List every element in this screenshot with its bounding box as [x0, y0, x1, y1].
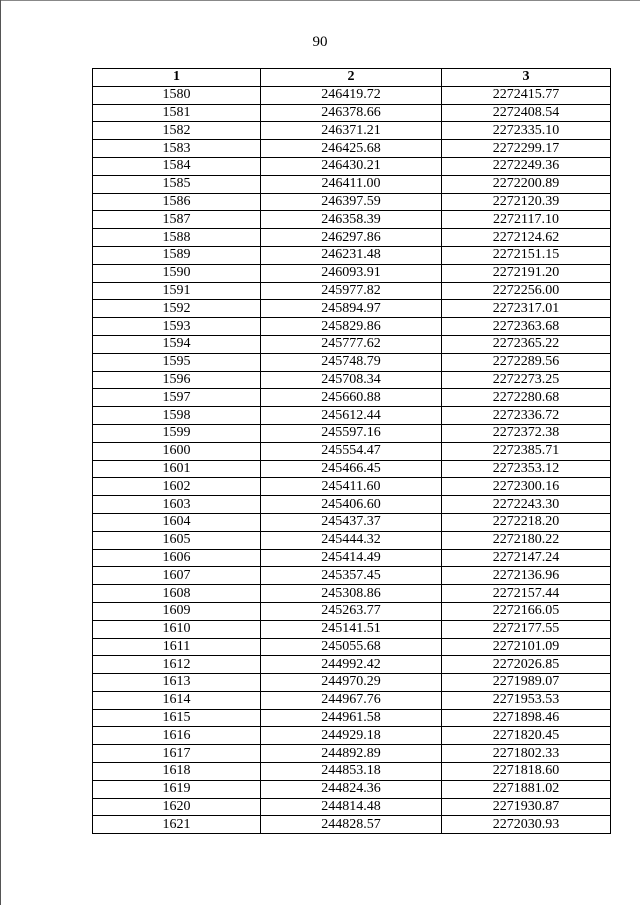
x-coordinate-cell: 244929.18 [261, 727, 442, 745]
table-row [93, 602, 611, 620]
x-coordinate-cell: 244892.89 [261, 745, 442, 763]
table-row [93, 798, 611, 816]
y-coordinate-cell: 2272415.77 [442, 86, 611, 104]
table-row [93, 709, 611, 727]
y-coordinate-cell: 2271953.53 [442, 691, 611, 709]
x-coordinate-cell: 245055.68 [261, 638, 442, 656]
x-coordinate-cell: 246419.72 [261, 86, 442, 104]
x-coordinate-cell: 244992.42 [261, 656, 442, 674]
x-coordinate-cell: 245406.60 [261, 496, 442, 514]
x-coordinate-cell: 244970.29 [261, 674, 442, 692]
x-coordinate-cell: 245444.32 [261, 531, 442, 549]
table-row [93, 460, 611, 478]
y-coordinate-cell: 2272408.54 [442, 104, 611, 122]
x-coordinate-cell: 245829.86 [261, 318, 442, 336]
x-coordinate-cell: 246425.68 [261, 140, 442, 158]
x-coordinate-cell: 245894.97 [261, 300, 442, 318]
x-coordinate-cell: 245777.62 [261, 335, 442, 353]
table-body [93, 86, 611, 833]
y-coordinate-cell: 2272300.16 [442, 478, 611, 496]
table-row [93, 585, 611, 603]
x-coordinate-cell: 245708.34 [261, 371, 442, 389]
x-coordinate-cell: 245308.86 [261, 585, 442, 603]
point-number-cell: 1589 [93, 246, 261, 264]
table-row [93, 282, 611, 300]
point-number-cell: 1618 [93, 763, 261, 781]
y-coordinate-cell: 2272256.00 [442, 282, 611, 300]
point-number-cell: 1613 [93, 674, 261, 692]
table-row [93, 478, 611, 496]
table-row [93, 513, 611, 531]
y-coordinate-cell: 2272101.09 [442, 638, 611, 656]
x-coordinate-cell: 246358.39 [261, 211, 442, 229]
point-number-cell: 1610 [93, 620, 261, 638]
y-coordinate-cell: 2272136.96 [442, 567, 611, 585]
table-row [93, 691, 611, 709]
y-coordinate-cell: 2271898.46 [442, 709, 611, 727]
point-number-cell: 1617 [93, 745, 261, 763]
x-coordinate-cell: 244828.57 [261, 816, 442, 834]
point-number-cell: 1594 [93, 335, 261, 353]
point-number-cell: 1596 [93, 371, 261, 389]
point-number-cell: 1598 [93, 407, 261, 425]
point-number-cell: 1601 [93, 460, 261, 478]
x-coordinate-cell: 245597.16 [261, 424, 442, 442]
point-number-cell: 1612 [93, 656, 261, 674]
x-coordinate-cell: 244824.36 [261, 780, 442, 798]
point-number-cell: 1611 [93, 638, 261, 656]
point-number-cell: 1581 [93, 104, 261, 122]
x-coordinate-cell: 245263.77 [261, 602, 442, 620]
point-number-cell: 1584 [93, 157, 261, 175]
table-row [93, 389, 611, 407]
table-row [93, 229, 611, 247]
point-number-cell: 1615 [93, 709, 261, 727]
y-coordinate-cell: 2272372.38 [442, 424, 611, 442]
table-row [93, 104, 611, 122]
y-coordinate-cell: 2271989.07 [442, 674, 611, 692]
point-number-cell: 1592 [93, 300, 261, 318]
table-row [93, 763, 611, 781]
y-coordinate-cell: 2272289.56 [442, 353, 611, 371]
table-row [93, 246, 611, 264]
table-row [93, 549, 611, 567]
point-number-cell: 1583 [93, 140, 261, 158]
point-number-cell: 1593 [93, 318, 261, 336]
point-number-cell: 1587 [93, 211, 261, 229]
x-coordinate-cell: 244967.76 [261, 691, 442, 709]
y-coordinate-cell: 2272166.05 [442, 602, 611, 620]
y-coordinate-cell: 2272177.55 [442, 620, 611, 638]
table-row [93, 407, 611, 425]
y-coordinate-cell: 2272353.12 [442, 460, 611, 478]
y-coordinate-cell: 2271930.87 [442, 798, 611, 816]
table-row [93, 496, 611, 514]
table-row [93, 371, 611, 389]
scan-left-edge [0, 0, 1, 905]
x-coordinate-cell: 245554.47 [261, 442, 442, 460]
y-coordinate-cell: 2272124.62 [442, 229, 611, 247]
page-number: 90 [312, 34, 328, 50]
y-coordinate-cell: 2272120.39 [442, 193, 611, 211]
table-row [93, 620, 611, 638]
point-number-cell: 1608 [93, 585, 261, 603]
x-coordinate-cell: 244853.18 [261, 763, 442, 781]
y-coordinate-cell: 2271818.60 [442, 763, 611, 781]
y-coordinate-cell: 2272026.85 [442, 656, 611, 674]
point-number-cell: 1619 [93, 780, 261, 798]
point-number-cell: 1609 [93, 602, 261, 620]
point-number-cell: 1602 [93, 478, 261, 496]
y-coordinate-cell: 2272200.89 [442, 175, 611, 193]
column-header-point-number: 1 [93, 69, 261, 87]
point-number-cell: 1597 [93, 389, 261, 407]
point-number-cell: 1603 [93, 496, 261, 514]
y-coordinate-cell: 2272336.72 [442, 407, 611, 425]
x-coordinate-cell: 245660.88 [261, 389, 442, 407]
y-coordinate-cell: 2272243.30 [442, 496, 611, 514]
point-number-cell: 1620 [93, 798, 261, 816]
table-row [93, 727, 611, 745]
table-row [93, 780, 611, 798]
point-number-cell: 1621 [93, 816, 261, 834]
y-coordinate-cell: 2272117.10 [442, 211, 611, 229]
x-coordinate-cell: 245466.45 [261, 460, 442, 478]
y-coordinate-cell: 2272180.22 [442, 531, 611, 549]
point-number-cell: 1580 [93, 86, 261, 104]
x-coordinate-cell: 246371.21 [261, 122, 442, 140]
point-number-cell: 1599 [93, 424, 261, 442]
point-number-cell: 1588 [93, 229, 261, 247]
x-coordinate-cell: 245437.37 [261, 513, 442, 531]
x-coordinate-cell: 245748.79 [261, 353, 442, 371]
point-number-cell: 1600 [93, 442, 261, 460]
table-row [93, 318, 611, 336]
table-row [93, 567, 611, 585]
x-coordinate-cell: 246430.21 [261, 157, 442, 175]
point-number-cell: 1614 [93, 691, 261, 709]
x-coordinate-cell: 244961.58 [261, 709, 442, 727]
y-coordinate-cell: 2272363.68 [442, 318, 611, 336]
table-row [93, 86, 611, 104]
x-coordinate-cell: 244814.48 [261, 798, 442, 816]
point-number-cell: 1591 [93, 282, 261, 300]
y-coordinate-cell: 2272335.10 [442, 122, 611, 140]
table-row [93, 140, 611, 158]
y-coordinate-cell: 2272385.71 [442, 442, 611, 460]
scan-top-edge [0, 0, 640, 1]
table-row [93, 816, 611, 834]
table-row [93, 638, 611, 656]
y-coordinate-cell: 2272317.01 [442, 300, 611, 318]
y-coordinate-cell: 2272030.93 [442, 816, 611, 834]
y-coordinate-cell: 2271881.02 [442, 780, 611, 798]
y-coordinate-cell: 2272151.15 [442, 246, 611, 264]
table-row [93, 157, 611, 175]
x-coordinate-cell: 246297.86 [261, 229, 442, 247]
table-row [93, 442, 611, 460]
x-coordinate-cell: 245141.51 [261, 620, 442, 638]
table-row [93, 531, 611, 549]
table-row [93, 211, 611, 229]
point-number-cell: 1605 [93, 531, 261, 549]
x-coordinate-cell: 246397.59 [261, 193, 442, 211]
y-coordinate-cell: 2272273.25 [442, 371, 611, 389]
table-header-row [93, 69, 611, 87]
column-header-x-coordinate: 2 [261, 69, 442, 87]
table-row [93, 335, 611, 353]
x-coordinate-cell: 245612.44 [261, 407, 442, 425]
x-coordinate-cell: 246231.48 [261, 246, 442, 264]
x-coordinate-cell: 246378.66 [261, 104, 442, 122]
table-row [93, 300, 611, 318]
point-number-cell: 1595 [93, 353, 261, 371]
x-coordinate-cell: 246411.00 [261, 175, 442, 193]
table-row [93, 745, 611, 763]
y-coordinate-cell: 2272299.17 [442, 140, 611, 158]
table-row [93, 353, 611, 371]
point-number-cell: 1606 [93, 549, 261, 567]
y-coordinate-cell: 2271802.33 [442, 745, 611, 763]
x-coordinate-cell: 245357.45 [261, 567, 442, 585]
point-number-cell: 1585 [93, 175, 261, 193]
x-coordinate-cell: 245414.49 [261, 549, 442, 567]
y-coordinate-cell: 2272157.44 [442, 585, 611, 603]
table-row [93, 264, 611, 282]
table-row [93, 424, 611, 442]
y-coordinate-cell: 2272191.20 [442, 264, 611, 282]
y-coordinate-cell: 2272249.36 [442, 157, 611, 175]
point-number-cell: 1607 [93, 567, 261, 585]
point-number-cell: 1582 [93, 122, 261, 140]
x-coordinate-cell: 245977.82 [261, 282, 442, 300]
x-coordinate-cell: 245411.60 [261, 478, 442, 496]
y-coordinate-cell: 2271820.45 [442, 727, 611, 745]
point-number-cell: 1590 [93, 264, 261, 282]
y-coordinate-cell: 2272218.20 [442, 513, 611, 531]
table-row [93, 193, 611, 211]
y-coordinate-cell: 2272280.68 [442, 389, 611, 407]
table-row [93, 175, 611, 193]
point-number-cell: 1604 [93, 513, 261, 531]
y-coordinate-cell: 2272147.24 [442, 549, 611, 567]
table-row [93, 122, 611, 140]
point-number-cell: 1586 [93, 193, 261, 211]
point-number-cell: 1616 [93, 727, 261, 745]
table-row [93, 674, 611, 692]
table-row [93, 656, 611, 674]
y-coordinate-cell: 2272365.22 [442, 335, 611, 353]
x-coordinate-cell: 246093.91 [261, 264, 442, 282]
column-header-y-coordinate: 3 [442, 69, 611, 87]
coordinates-table [92, 68, 611, 834]
